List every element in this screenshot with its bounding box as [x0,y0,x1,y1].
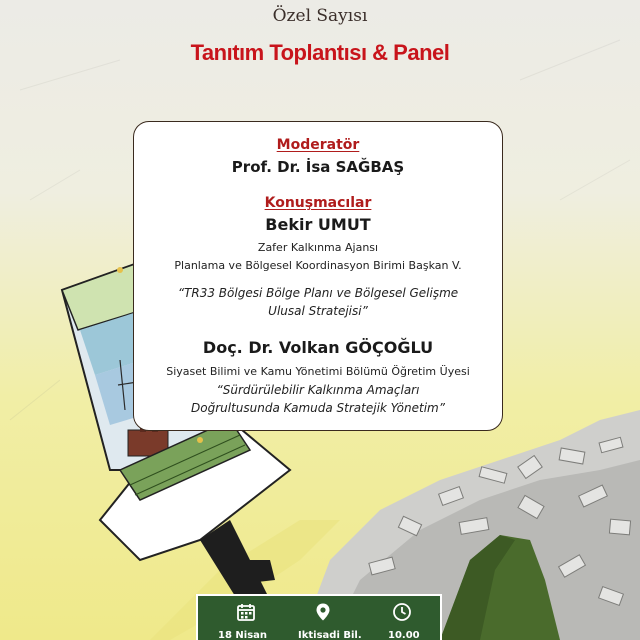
special-issue-subtitle: Özel Sayısı [272,6,368,26]
event-place: İktisadi Bil. [298,630,362,640]
event-date: 18 Nisan [218,630,268,640]
speaker1-affiliation-line2: Planlama ve Bölgesel Koordinasyon Birimi Başkan V. [174,259,462,272]
event-info-bar [196,594,442,640]
speaker1-talk-line2: Ulusal Stratejisi” [268,304,368,318]
moderator-label: Moderatör [276,137,360,153]
event-title: Tanıtım Toplantısı & Panel [190,40,450,65]
speaker2-name: Doç. Dr. Volkan GÖÇOĞLU [202,338,434,357]
clock-icon [392,602,412,622]
program-card [133,121,503,431]
speaker1-name: Bekir UMUT [265,215,371,234]
speaker1-affiliation-line1: Zafer Kalkınma Ajansı [257,241,379,254]
speaker2-talk-line2: Doğrultusunda Kamuda Stratejik Yönetim” [191,401,445,415]
calendar-icon [236,602,256,622]
speakers-label: Konuşmacılar [264,195,372,211]
speaker2-talk-line1: “Sürdürülebilir Kalkınma Amaçları [216,383,420,397]
speaker1-talk-line1: “TR33 Bölgesi Bölge Planı ve Bölgesel Gelişme [177,286,459,300]
event-time: 10.00 [388,630,420,640]
moderator-name: Prof. Dr. İsa SAĞBAŞ [231,158,405,176]
location-pin-icon [313,602,333,622]
speaker2-affiliation: Siyaset Bilimi ve Kamu Yönetimi Bölümü Öğretim Üyesi [166,365,470,378]
